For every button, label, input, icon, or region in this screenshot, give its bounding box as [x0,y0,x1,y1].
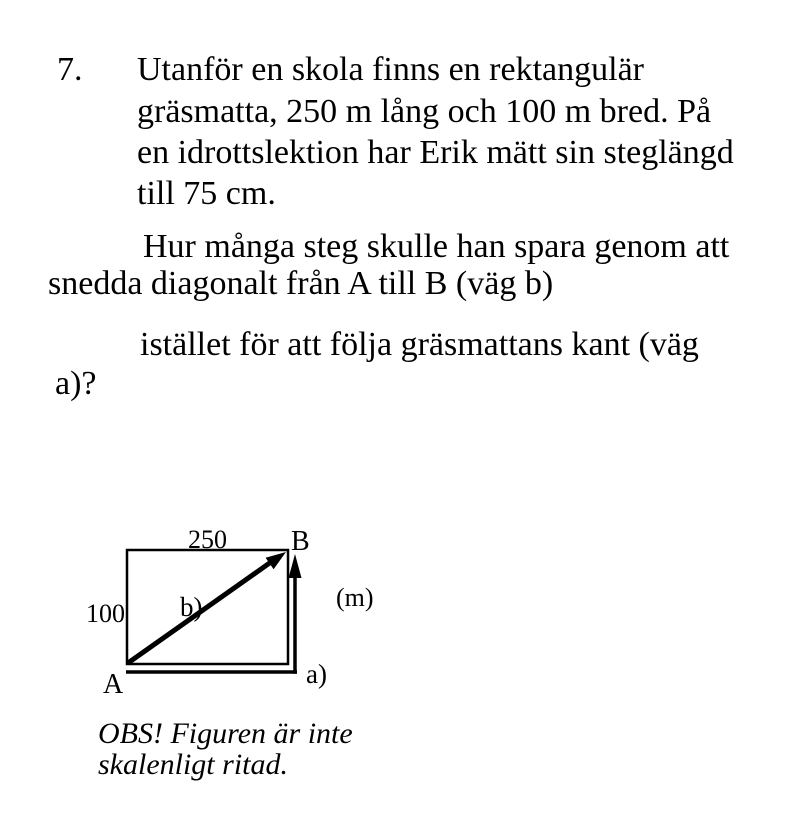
scale-note [98,718,353,780]
path-b-label: b) [180,592,203,622]
edge-path-arrowhead-icon [289,554,302,578]
problem-text-line-2: gräsmatta, 250 m lång och 100 m bred. På [137,93,712,130]
path-a-label: a) [306,659,327,689]
unit-label: (m) [336,583,374,612]
problem-text-line-3: en idrottslektion har Erik mätt sin steglängd [137,134,734,171]
point-a-label: A [103,669,124,700]
problem-text-line-4: till 75 cm. [137,175,276,212]
question-text-line-4: a)? [55,365,97,402]
question-text-line-3: istället för att följa gräsmattans kant (väg [140,326,699,363]
point-b-label: B [291,526,310,557]
figure [80,520,420,705]
scale-note-line-1: OBS! Figuren är inte [98,717,353,750]
problem-number: 7. [57,51,83,88]
width-label: 100 [86,599,125,628]
scale-note-line-2: skalenligt ritad. [98,748,288,781]
question-text-line-1: Hur många steg skulle han spara genom att [143,228,730,265]
problem-text-line-1: Utanför en skola finns en rektangulär [137,51,644,88]
question-text-line-2: snedda diagonalt från A till B (väg b) [48,265,554,302]
length-label: 250 [188,525,227,554]
figure-drawing [80,520,420,705]
